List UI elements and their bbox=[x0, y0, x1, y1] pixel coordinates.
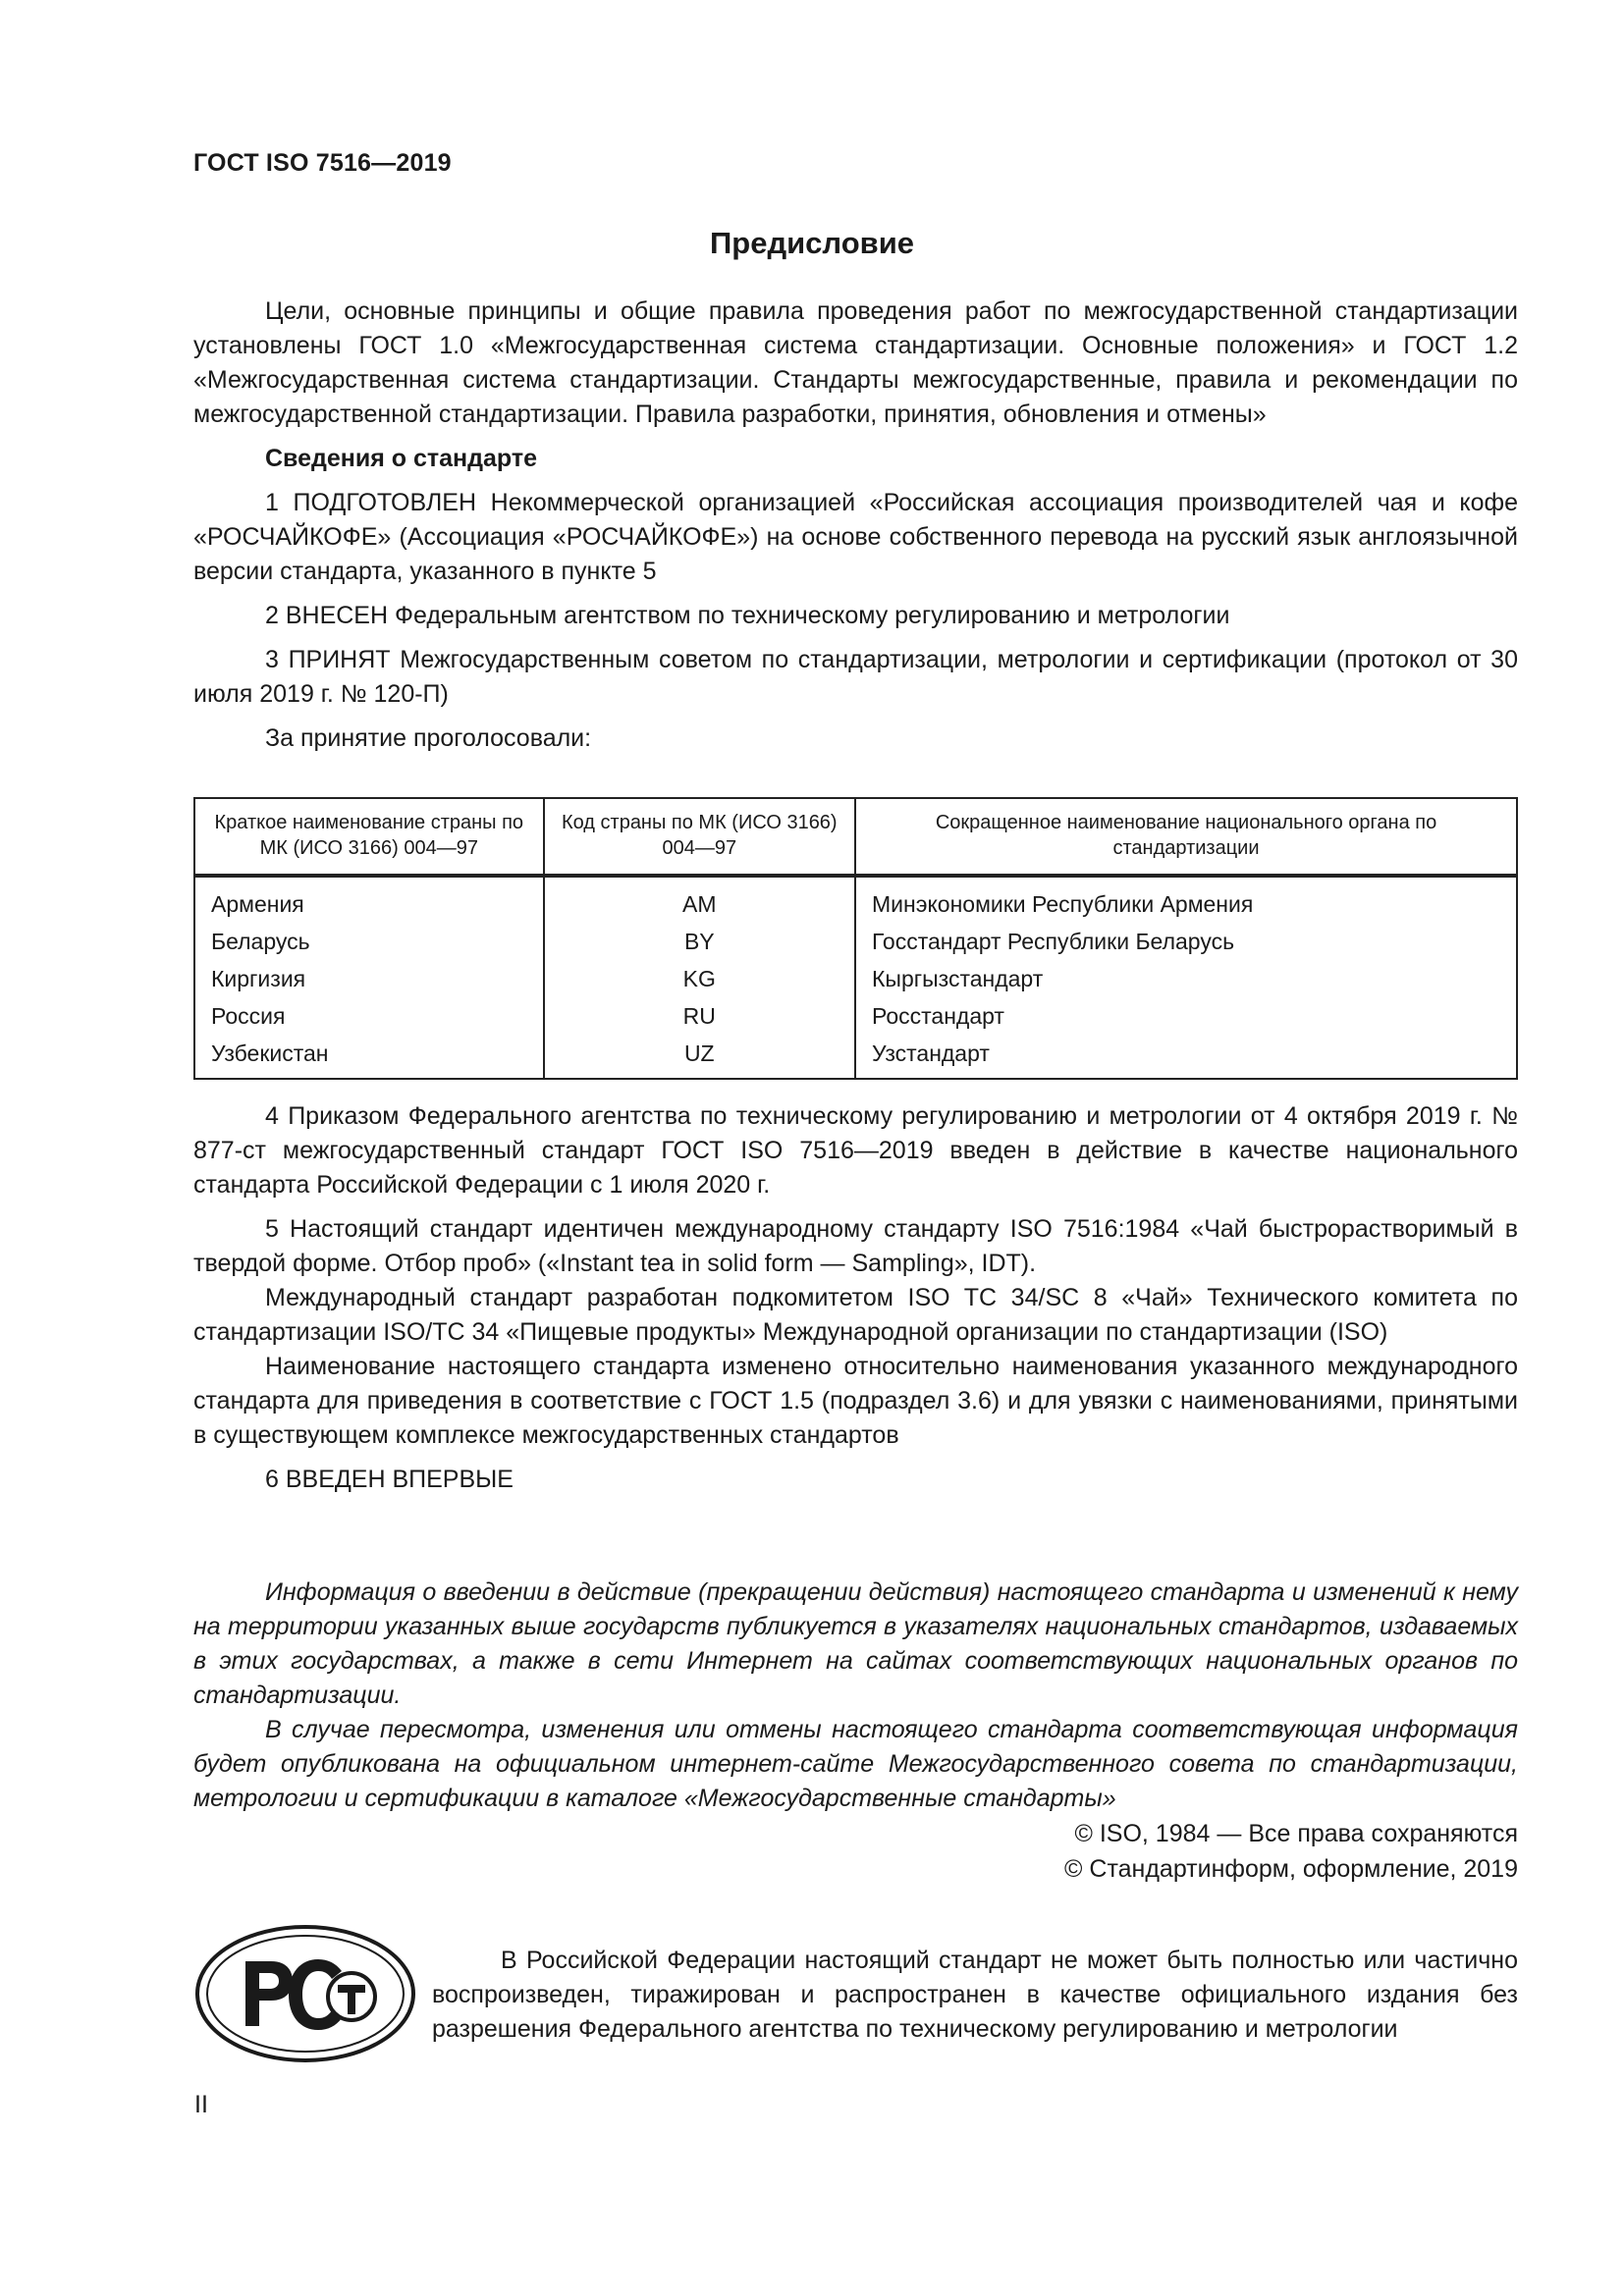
country-code: UZ bbox=[544, 1035, 855, 1079]
voting-countries-table bbox=[193, 797, 1518, 1080]
country-name: Беларусь bbox=[194, 923, 544, 960]
intro-paragraph: Цели, основные принципы и общие правила проведения работ по межгосударственной стандартизации установлены ГОСТ 1.0 «Межгосударственная система стандартизации. Основные положения» и ГОСТ 1.2 «Межгосударственная система стандартизации. Стандарты межгосударственные, правила и рекомендации по межгосударственной стандартизации. Правила разработки, принятия, обновления и отмены» bbox=[193, 297, 1518, 428]
item-5-paragraph: 5 Настоящий стандарт идентичен международному стандарту ISO 7516:1984 «Чай быстрорастворимый в твердой форме. Отбор проб» («Instant tea in solid form — Sampling», IDT). bbox=[193, 1215, 1518, 1277]
table-row bbox=[194, 960, 1517, 997]
notices-section bbox=[193, 1575, 1518, 1816]
standards-body: Кыргызстандарт bbox=[855, 960, 1517, 997]
item-6-paragraph: 6 ВВЕДЕН ВПЕРВЫЕ bbox=[265, 1466, 514, 1493]
intro-section bbox=[193, 294, 1518, 756]
table-header-body: Сокращенное наименование национального органа по стандартизации bbox=[855, 798, 1517, 875]
country-name: Киргизия bbox=[194, 960, 544, 997]
table-header-row bbox=[194, 798, 1517, 875]
country-name: Узбекистан bbox=[194, 1035, 544, 1079]
standards-body: Госстандарт Республики Беларусь bbox=[855, 923, 1517, 960]
table-row bbox=[194, 878, 1517, 923]
copyright-block bbox=[1064, 1816, 1518, 1887]
standards-body: Минэкономики Республики Армения bbox=[855, 878, 1517, 923]
item-2-paragraph: 2 ВНЕСЕН Федеральным агентством по техническому регулированию и метрологии bbox=[265, 602, 1230, 629]
country-name: Россия bbox=[194, 997, 544, 1035]
voted-label: За принятие проголосовали: bbox=[265, 724, 592, 752]
copyright-iso: © ISO, 1984 — Все права сохраняются bbox=[1074, 1820, 1518, 1847]
notice-introduction: Информация о введении в действие (прекращении действия) настоящего стандарта и изменений к нему на территории указанных выше государств публикуется в указателях национальных стандартов, издаваемых в этих государствах, а также в сети Интернет на сайтах соответствующих национальных органов по стандартизации. bbox=[193, 1578, 1518, 1709]
item-3-paragraph: 3 ПРИНЯТ Межгосударственным советом по стандартизации, метрологии и сертификации (протокол от 30 июля 2019 г. № 120-П) bbox=[193, 646, 1518, 708]
items-section bbox=[193, 1099, 1518, 1497]
item-5-subcommittee-paragraph: Международный стандарт разработан подкомитетом ISO TC 34/SC 8 «Чай» Технического комитета по стандартизации ISO/TC 34 «Пищевые продукты» Международной организации по стандартизации (ISO) bbox=[193, 1284, 1518, 1346]
country-code: KG bbox=[544, 960, 855, 997]
standard-code: ГОСТ ISO 7516—2019 bbox=[193, 149, 452, 177]
table-header-code: Код страны по МК (ИСО 3166) 004—97 bbox=[544, 798, 855, 875]
standards-body: Узстандарт bbox=[855, 1035, 1517, 1079]
item-1-paragraph: 1 ПОДГОТОВЛЕН Некоммерческой организацией «Российская ассоциация производителей чая и кофе «РОСЧАЙКОФЕ» (Ассоциация «РОСЧАЙКОФЕ») на основе собственного перевода на русский язык англоязычной версии стандарта, указанного в пункте 5 bbox=[193, 489, 1518, 585]
standards-body: Росстандарт bbox=[855, 997, 1517, 1035]
copyright-standartinform: © Стандартинформ, оформление, 2019 bbox=[1064, 1855, 1518, 1883]
page-number: II bbox=[194, 2091, 208, 2118]
country-code: AM bbox=[544, 878, 855, 923]
country-name: Армения bbox=[194, 878, 544, 923]
country-code: RU bbox=[544, 997, 855, 1035]
rst-certification-logo-icon bbox=[194, 1924, 416, 2063]
page-title: Предисловие bbox=[709, 226, 914, 260]
notice-revision: В случае пересмотра, изменения или отмены настоящего стандарта соответствующая информация будет опубликована на официальном интернет-сайте Межгосударственного совета по стандартизации, метрологии и сертификации в каталоге «Межгосударственные стандарты» bbox=[193, 1716, 1518, 1812]
item-4-paragraph: 4 Приказом Федерального агентства по техническому регулированию и метрологии от 4 октября 2019 г. № 877-ст межгосударственный стандарт ГОСТ ISO 7516—2019 введен в действие в качестве национального стандарта Российской Федерации с 1 июля 2020 г. bbox=[193, 1102, 1518, 1199]
reproduction-notice: В Российской Федерации настоящий стандарт не может быть полностью или частично воспроизведен, тиражирован и распространен в качестве официального издания без разрешения Федерального агентства по техническому регулированию и метрологии bbox=[432, 1947, 1518, 2043]
table-row bbox=[194, 923, 1517, 960]
table-header-country: Краткое наименование страны по МК (ИСО 3166) 004—97 bbox=[194, 798, 544, 875]
table-row bbox=[194, 1035, 1517, 1079]
table-row bbox=[194, 997, 1517, 1035]
item-5-name-change-paragraph: Наименование настоящего стандарта изменено относительно наименования указанного международного стандарта для приведения в соответствие с ГОСТ 1.5 (подраздел 3.6) и для увязки с наименованиями, принятыми в существующем комплексе межгосударственных стандартов bbox=[193, 1353, 1518, 1449]
info-heading: Сведения о стандарте bbox=[265, 445, 538, 472]
country-code: BY bbox=[544, 923, 855, 960]
